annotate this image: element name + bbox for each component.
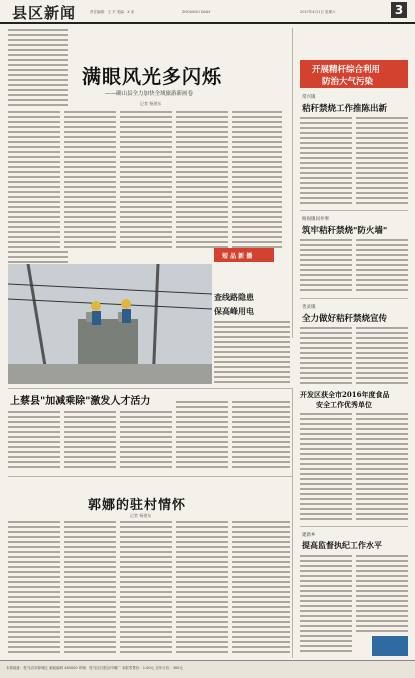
story2-body-3 xyxy=(120,410,172,470)
news-photo xyxy=(8,264,212,384)
right-article-1-title: 秸秆禁烧工作推陈出新 xyxy=(302,104,388,114)
stamp-text: 短 品 新 播 xyxy=(222,253,253,260)
right-article-3-body-b xyxy=(356,326,408,386)
story3-body-1 xyxy=(8,520,60,656)
right-article-1-body-a xyxy=(300,116,352,206)
story2-body-4 xyxy=(176,400,228,470)
story4-body-a xyxy=(300,412,352,522)
stamp-box xyxy=(214,248,274,262)
right-article-3-title: 全力做好秸秆禁烧宣传 xyxy=(302,314,388,324)
paper-name: ZHOUKOU DAILY xyxy=(182,10,211,14)
right-divider-1 xyxy=(300,210,408,211)
right-article-2-title: 筑牢秸秆禁烧"防火墙" xyxy=(302,226,388,236)
lower-column-divider xyxy=(292,388,293,658)
story5-place: 建新乡 xyxy=(302,533,316,538)
page-footer xyxy=(0,660,415,678)
right-article-3-place: 善灵镇 xyxy=(302,305,316,310)
photo-caption-text xyxy=(214,320,290,384)
section-header xyxy=(0,0,415,22)
lead-left-strip xyxy=(8,28,68,108)
date-line: 2017年4月1日 星期六 xyxy=(300,10,336,14)
right-article-2-body-a xyxy=(300,238,352,294)
header-rule xyxy=(0,22,415,24)
lead-title: 满眼风光多闪烁 xyxy=(82,66,223,88)
story5-title: 提高监督执纪工作水平 xyxy=(302,540,382,550)
lead-column-4 xyxy=(176,110,228,250)
footer-text: 本报地址：驻马店市驿城区 邮政编码 463000 印刷：驻马店日报社印刷厂 本报零售价：1.00元 全年订价：300元 xyxy=(6,666,183,670)
story4-title-line-2: 安全工作优秀单位 xyxy=(316,400,372,409)
story4-body-b xyxy=(356,412,408,522)
right-divider-2 xyxy=(300,298,408,299)
lead-column-1 xyxy=(8,110,60,250)
banner-line-1: 开展精杆综合利用 xyxy=(312,65,381,75)
right-article-1-place: 常兴镇 xyxy=(302,95,316,100)
section-title: 县区新闻 xyxy=(12,4,77,22)
story3-body-3 xyxy=(120,520,172,656)
photo-caption-line-1: 查线路隐患 xyxy=(214,293,254,302)
story2-title: 上蔡县"加减乘除"激发人才活力 xyxy=(10,396,151,407)
story3-title: 郭娜的驻村情怀 xyxy=(88,498,187,513)
lead-column-2 xyxy=(64,110,116,250)
right-banner xyxy=(300,60,408,88)
story5-body-a xyxy=(300,554,352,654)
story2-body-5 xyxy=(232,400,290,470)
lead-column-5 xyxy=(232,110,282,250)
corner-graphic xyxy=(372,636,408,656)
right-article-1-body-b xyxy=(356,116,408,206)
story4-title-line-1: 开发区获全市2016年度食品 xyxy=(300,390,390,399)
story2-body-1 xyxy=(8,410,60,470)
column-divider xyxy=(292,28,293,338)
story3-top-rule xyxy=(8,476,292,477)
story3-body-5 xyxy=(232,520,290,656)
photo-caption-line-2: 保高峰用电 xyxy=(214,307,254,316)
photo-illustration xyxy=(8,264,212,384)
lead-column-3 xyxy=(120,110,172,250)
editor-line: 责任编辑：王 平 美编：X 宋 xyxy=(90,10,135,14)
right-article-2-body-b xyxy=(356,238,408,294)
right-divider-3 xyxy=(300,526,408,527)
lead-subtitle: ——确山县全力加快全域旅游新画卷 xyxy=(105,91,194,97)
banner-line-2: 防治大气污染 xyxy=(322,77,374,87)
right-article-3-body-a xyxy=(300,326,352,386)
story3-body-2 xyxy=(64,520,116,656)
story2-body-2 xyxy=(64,410,116,470)
photo-caption xyxy=(214,292,290,317)
lead-byline: 记者 杨建东 xyxy=(140,101,162,106)
story3-byline: 记者 杨建东 xyxy=(130,513,152,518)
right-article-2-place: 杨岗镇问井事 xyxy=(302,217,329,222)
story2-top-rule xyxy=(8,388,292,389)
page-number: 3 xyxy=(391,2,407,18)
story3-body-4 xyxy=(176,520,228,656)
story5-body-b xyxy=(356,554,408,634)
